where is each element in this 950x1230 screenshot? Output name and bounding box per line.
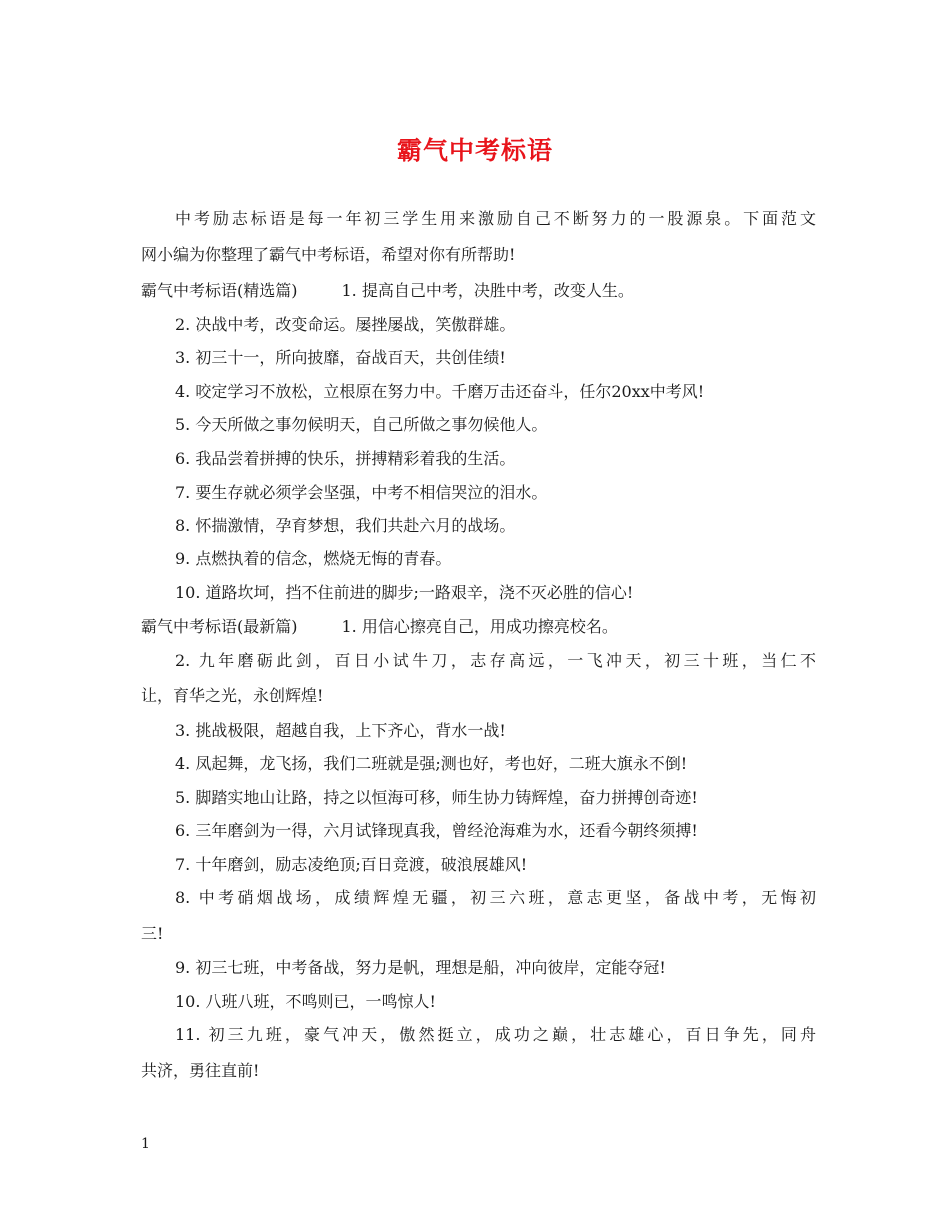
page-number: 1	[141, 1136, 150, 1152]
intro-line: 中考励志标语是每一年初三学生用来激励自己不断努力的一股源泉。下面范文	[175, 209, 816, 228]
list-item: 2. 决战中考，改变命运。屡挫屡战，笑傲群雄。	[175, 315, 516, 334]
list-item: 2. 九年磨砺此剑，百日小试牛刀，志存高远，一飞冲天，初三十班，当仁不	[175, 651, 816, 670]
list-item: 三!	[141, 924, 164, 943]
list-item: 7. 十年磨剑，励志凌绝顶;百日竞渡，破浪展雄风!	[175, 855, 528, 874]
list-item: 1. 用信心擦亮自己，用成功擦亮校名。	[341, 617, 618, 636]
list-item: 10. 道路坎坷，挡不住前进的脚步;一路艰辛，浇不灭必胜的信心!	[175, 583, 634, 602]
list-item: 6. 三年磨剑为一得，六月试锋现真我，曾经沧海难为水，还看今朝终须搏!	[175, 821, 698, 840]
section-heading-line	[141, 281, 816, 301]
list-item: 4. 咬定学习不放松，立根原在努力中。千磨万击还奋斗，任尔20xx中考风!	[175, 382, 705, 401]
list-item: 5. 今天所做之事勿候明天，自己所做之事勿候他人。	[175, 415, 548, 434]
section-heading: 霸气中考标语(精选篇)	[141, 281, 298, 300]
list-item: 11. 初三九班，豪气冲天，傲然挺立，成功之巅，壮志雄心，百日争先，同舟	[175, 1025, 816, 1044]
document-title: 霸气中考标语	[396, 136, 553, 165]
list-item: 3. 初三十一，所向披靡，奋战百天，共创佳绩!	[175, 348, 506, 367]
list-item: 10. 八班八班，不鸣则已，一鸣惊人!	[175, 992, 436, 1011]
list-item: 7. 要生存就必须学会坚强，中考不相信哭泣的泪水。	[175, 483, 548, 502]
list-item: 让，育华之光，永创辉煌!	[141, 686, 324, 705]
list-item: 8. 中考硝烟战场，成绩辉煌无疆，初三六班，意志更坚，备战中考，无悔初	[175, 888, 816, 907]
list-item: 共济，勇往直前!	[141, 1061, 260, 1080]
intro-line: 网小编为你整理了霸气中考标语，希望对你有所帮助!	[141, 245, 516, 264]
list-item: 5. 脚踏实地山让路，持之以恒海可移，师生协力铸辉煌，奋力拼搏创奇迹!	[175, 788, 698, 807]
list-item: 8. 怀揣激情，孕育梦想，我们共赴六月的战场。	[175, 516, 516, 535]
list-item: 1. 提高自己中考，决胜中考，改变人生。	[341, 281, 634, 300]
list-item: 6. 我品尝着拼搏的快乐，拼搏精彩着我的生活。	[175, 449, 516, 468]
section-heading: 霸气中考标语(最新篇)	[141, 617, 298, 636]
section-heading-line	[141, 617, 816, 637]
list-item: 4. 凤起舞，龙飞扬，我们二班就是强;测也好，考也好，二班大旗永不倒!	[175, 754, 688, 773]
list-item: 9. 初三七班，中考备战，努力是帆，理想是船，冲向彼岸，定能夺冠!	[175, 958, 666, 977]
list-item: 9. 点燃执着的信念，燃烧无悔的青春。	[175, 549, 452, 568]
list-item: 3. 挑战极限，超越自我，上下齐心，背水一战!	[175, 721, 506, 740]
